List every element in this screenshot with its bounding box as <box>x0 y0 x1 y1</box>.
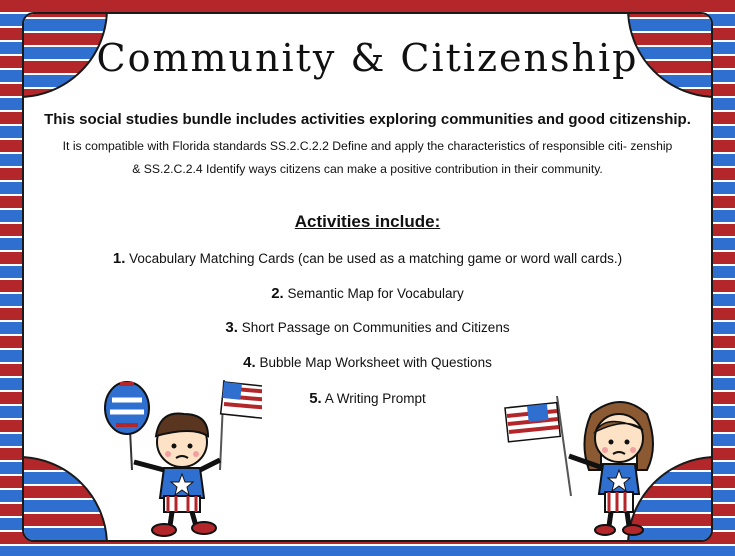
activity-number: 1. <box>112 250 126 267</box>
activity-item <box>24 354 711 371</box>
activity-number: 4. <box>243 354 256 371</box>
page-title: Community & Citizenship <box>96 36 639 80</box>
activity-text: Short Passage on Communities and Citizens <box>241 320 510 335</box>
american-flag-icon <box>220 380 262 470</box>
activity-number: 5. <box>309 390 322 407</box>
american-flag-icon <box>505 396 571 496</box>
standards-text: It is compatible with Florida standards SS.2.C.2.2 Define and apply the characteristics of responsible citi- zenship & SS.2.C.2.4 Identify ways citizens can make a positive contribution in their community. <box>62 139 673 176</box>
activity-text: Bubble Map Worksheet with Questions <box>259 355 492 370</box>
activity-item <box>24 285 711 302</box>
activity-item <box>24 319 711 336</box>
activity-item <box>24 250 711 267</box>
girl-with-flag-illustration <box>499 386 679 542</box>
activity-number: 2. <box>271 285 284 302</box>
product-card <box>22 12 713 542</box>
boy-with-flag-and-balloon-illustration <box>92 370 262 540</box>
activities-heading: Activities include: <box>294 212 441 231</box>
activity-text: Vocabulary Matching Cards (can be used as a matching game or word wall cards.) <box>129 251 623 266</box>
intro-text: This social studies bundle includes activities exploring communities and good citizenship. <box>44 111 691 128</box>
activity-text: Semantic Map for Vocabulary <box>287 286 464 301</box>
activity-number: 3. <box>225 319 238 336</box>
activity-text: A Writing Prompt <box>324 391 426 406</box>
